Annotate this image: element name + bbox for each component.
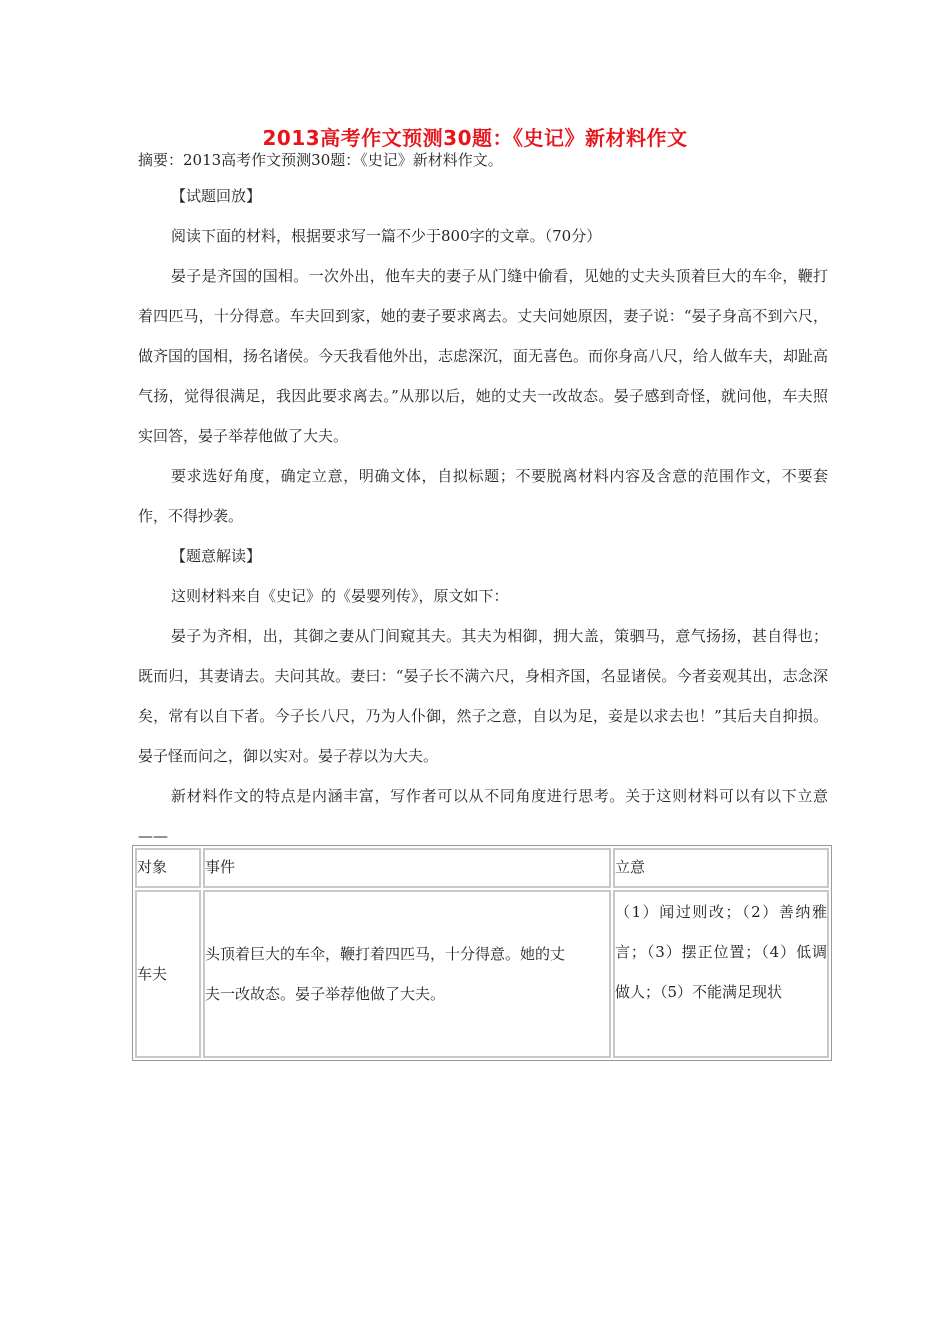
table-cell-event xyxy=(203,890,611,1058)
instruction-paragraph: 阅读下面的材料，根据要求写一篇不少于800字的文章。（70分） xyxy=(171,227,602,245)
table-cell-idea: （1）闻过则改；（2）善纳雅言；（3）摆正位置；（4）低调做人；（5）不能满足现状 xyxy=(613,890,829,1058)
table-cell-event-line2: 夫一改故态。晏子举荐他做了大夫。 xyxy=(205,985,446,1003)
replay-heading: 【试题回放】 xyxy=(171,187,262,205)
material-paragraph: 晏子是齐国的国相。一次外出，他车夫的妻子从门缝中偷看，见她的丈夫头顶着巨大的车伞，鞭打着四匹马，十分得意。车夫回到家，她的妻子要求离去。丈夫问她原因，妻子说：“晏子身高不到六尺，做齐国的国相，扬名诸侯。今天我看他外出，志虑深沉，面无喜色。而你身高八尺，给人做车夫，却趾高气扬，觉得很满足，我因此要求离去。”从那以后，她的丈夫一改故态。晏子感到奇怪，就问他，车夫照实回答，晏子举荐他做了大夫。 xyxy=(138,267,829,445)
document-title: 2013高考作文预测30题：《史记》新材料作文 xyxy=(262,126,688,150)
source-intro-paragraph: 这则材料来自《史记》的《晏婴列传》，原文如下： xyxy=(171,587,509,605)
table-header-row xyxy=(135,848,829,888)
table-header-subject: 对象 xyxy=(135,848,201,888)
table-row xyxy=(135,890,829,1058)
document-body-main xyxy=(138,176,828,856)
original-text-paragraph: 晏子为齐相，出，其御之妻从门间窥其夫。其夫为相御，拥大盖，策驷马，意气扬扬，甚自得也；既而归，其妻请去。夫问其故。妻曰：“晏子长不满六尺，身相齐国，名显诸侯。今者妾观其出，志念深矣，常有以自下者。今子长八尺，乃为人仆御，然子之意，自以为足，妾是以求去也！”其后夫自抑损。晏子怪而问之，御以实对。晏子荐以为大夫。 xyxy=(138,627,828,765)
ideas-table xyxy=(132,845,832,1061)
table-cell-event-line1: 头顶着巨大的车伞，鞭打着四匹马，十分得意。她的丈 xyxy=(205,945,566,963)
summary: 摘要：2013高考作文预测30题：《史记》新材料作文。 xyxy=(138,151,503,169)
table-header-idea: 立意 xyxy=(613,848,829,888)
analysis-heading: 【题意解读】 xyxy=(171,547,262,565)
table-header-event: 事件 xyxy=(203,848,611,888)
document-body xyxy=(138,140,828,180)
requirement-paragraph: 要求选好角度，确定立意，明确文体，自拟标题；不要脱离材料内容及含意的范围作文，不要套作，不得抄袭。 xyxy=(138,467,828,525)
commentary-paragraph: 新材料作文的特点是内涵丰富，写作者可以从不同角度进行思考。关于这则材料可以有以下立意—— xyxy=(138,787,828,845)
table-cell-subject: 车夫 xyxy=(135,890,201,1058)
